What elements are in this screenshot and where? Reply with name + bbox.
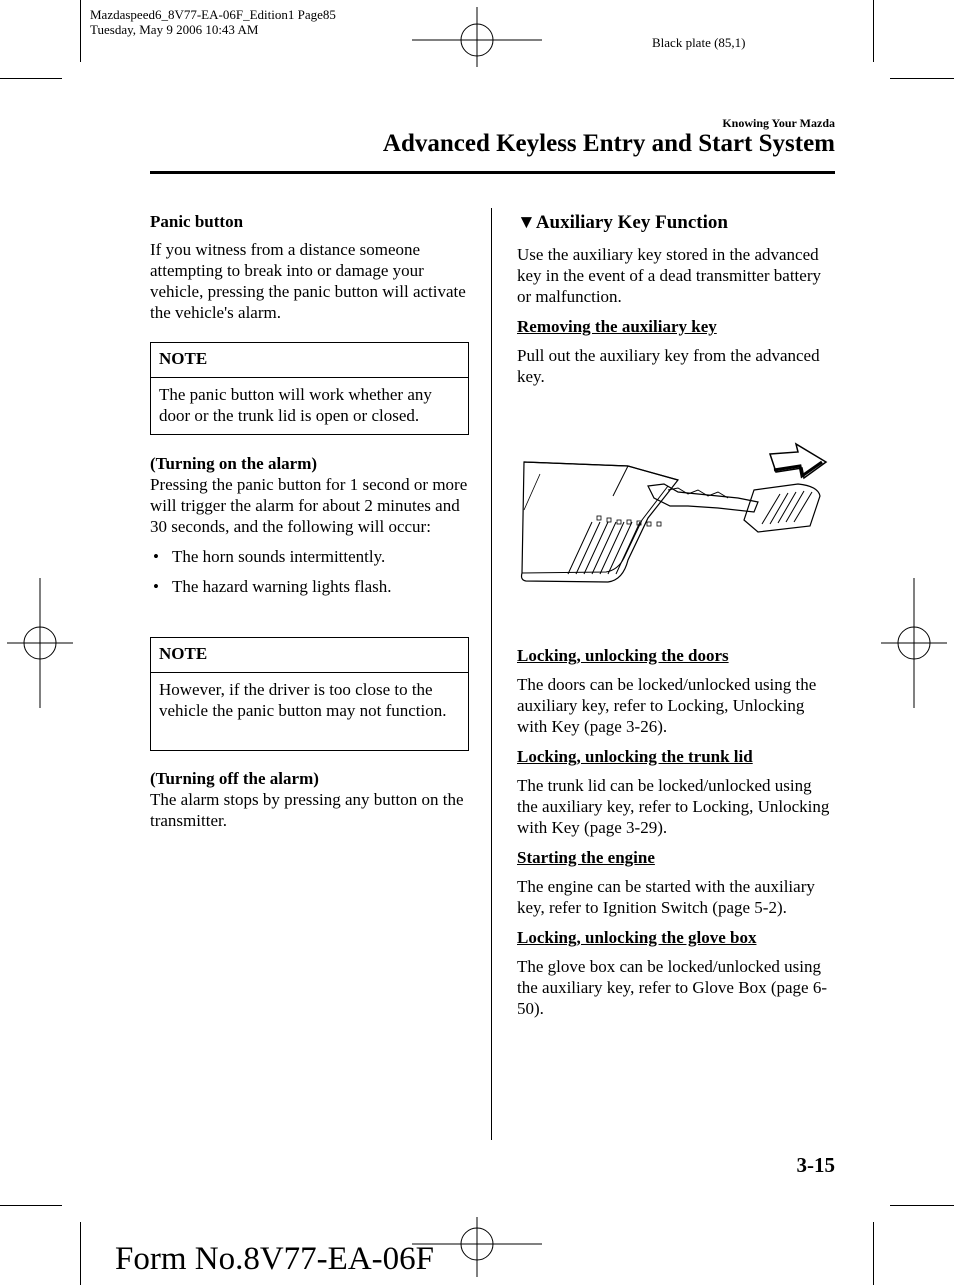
aux-key-section (517, 211, 835, 387)
note-label: NOTE (151, 343, 468, 378)
crop-mark (890, 1205, 954, 1206)
glove-text: The glove box can be locked/unlocked using the auxiliary key, refer to Glove Box (page 6-50). (517, 957, 827, 1018)
engine-text: The engine can be started with the auxiliary key, refer to Ignition Switch (page 5-2). (517, 877, 815, 917)
form-number: Form No.8V77-EA-06F (115, 1241, 434, 1277)
note-box-2 (150, 637, 469, 751)
turn-off-section (150, 768, 469, 831)
note-text: The panic button will work whether any door or the trunk lid is open or closed. (159, 385, 432, 425)
engine-heading: Starting the engine (517, 848, 655, 867)
registration-mark-left (5, 576, 75, 710)
crop-mark (0, 78, 62, 79)
trunk-heading: Locking, unlocking the trunk lid (517, 747, 753, 766)
crop-mark (890, 78, 954, 79)
turn-on-heading: (Turning on the alarm) (150, 454, 318, 473)
triangle-marker-icon: ▼ (517, 212, 536, 233)
print-info-file: Mazdaspeed6_8V77-EA-06F_Edition1 Page85 (90, 7, 336, 22)
list-item: • The hazard warning lights flash. (150, 576, 469, 597)
crop-mark (80, 0, 81, 62)
doors-heading: Locking, unlocking the doors (517, 646, 729, 665)
auxiliary-key-illustration (518, 440, 830, 590)
column-divider (491, 208, 492, 1140)
note-box-1 (150, 342, 469, 435)
crop-mark (873, 1222, 874, 1285)
page-number: 3-15 (796, 1153, 835, 1177)
page-title: Advanced Keyless Entry and Start System (382, 130, 835, 157)
section-label: Knowing Your Mazda (722, 116, 835, 130)
print-info-date: Tuesday, May 9 2006 10:43 AM (90, 22, 259, 37)
left-column (150, 211, 469, 323)
turn-off-heading: (Turning off the alarm) (150, 769, 319, 788)
usage-section (517, 646, 835, 1019)
turn-off-text: The alarm stops by pressing any button on the transmitter. (150, 790, 464, 830)
doors-text: The doors can be locked/unlocked using the auxiliary key, refer to Locking, Unlocking with Key (page 3-26). (517, 675, 817, 736)
aux-heading: Auxiliary Key Function (535, 212, 728, 233)
aux-text: Use the auxiliary key stored in the advanced key in the event of a dead transmitter battery or malfunction. (517, 245, 821, 306)
crop-mark (0, 1205, 62, 1206)
effects-list (150, 546, 469, 597)
turn-on-text: Pressing the panic button for 1 second or more will trigger the alarm for about 2 minutes and 30 seconds, and the following will occur: (150, 475, 468, 536)
panic-heading: Panic button (150, 212, 244, 231)
turn-on-section (150, 453, 469, 606)
note-label: NOTE (151, 638, 468, 673)
trunk-text: The trunk lid can be locked/unlocked using the auxiliary key, refer to Locking, Unlocking with Key (page 3-29). (517, 776, 830, 837)
print-info (90, 7, 336, 37)
panic-text: If you witness from a distance someone attempting to break into or damage your vehicle, pressing the panic button will activate the vehicle's alarm. (150, 240, 466, 322)
list-item: • The horn sounds intermittently. (150, 546, 469, 567)
crop-mark (80, 1222, 81, 1285)
registration-mark-top (410, 5, 544, 69)
note-text: However, if the driver is too close to the vehicle the panic button may not function. (159, 680, 447, 720)
title-rule (150, 171, 835, 174)
glove-heading: Locking, unlocking the glove box (517, 928, 757, 947)
removing-heading: Removing the auxiliary key (517, 317, 717, 336)
plate-label: Black plate (85,1) (652, 35, 746, 50)
crop-mark (873, 0, 874, 62)
removing-text: Pull out the auxiliary key from the advanced key. (517, 346, 820, 386)
registration-mark-right (879, 576, 949, 710)
